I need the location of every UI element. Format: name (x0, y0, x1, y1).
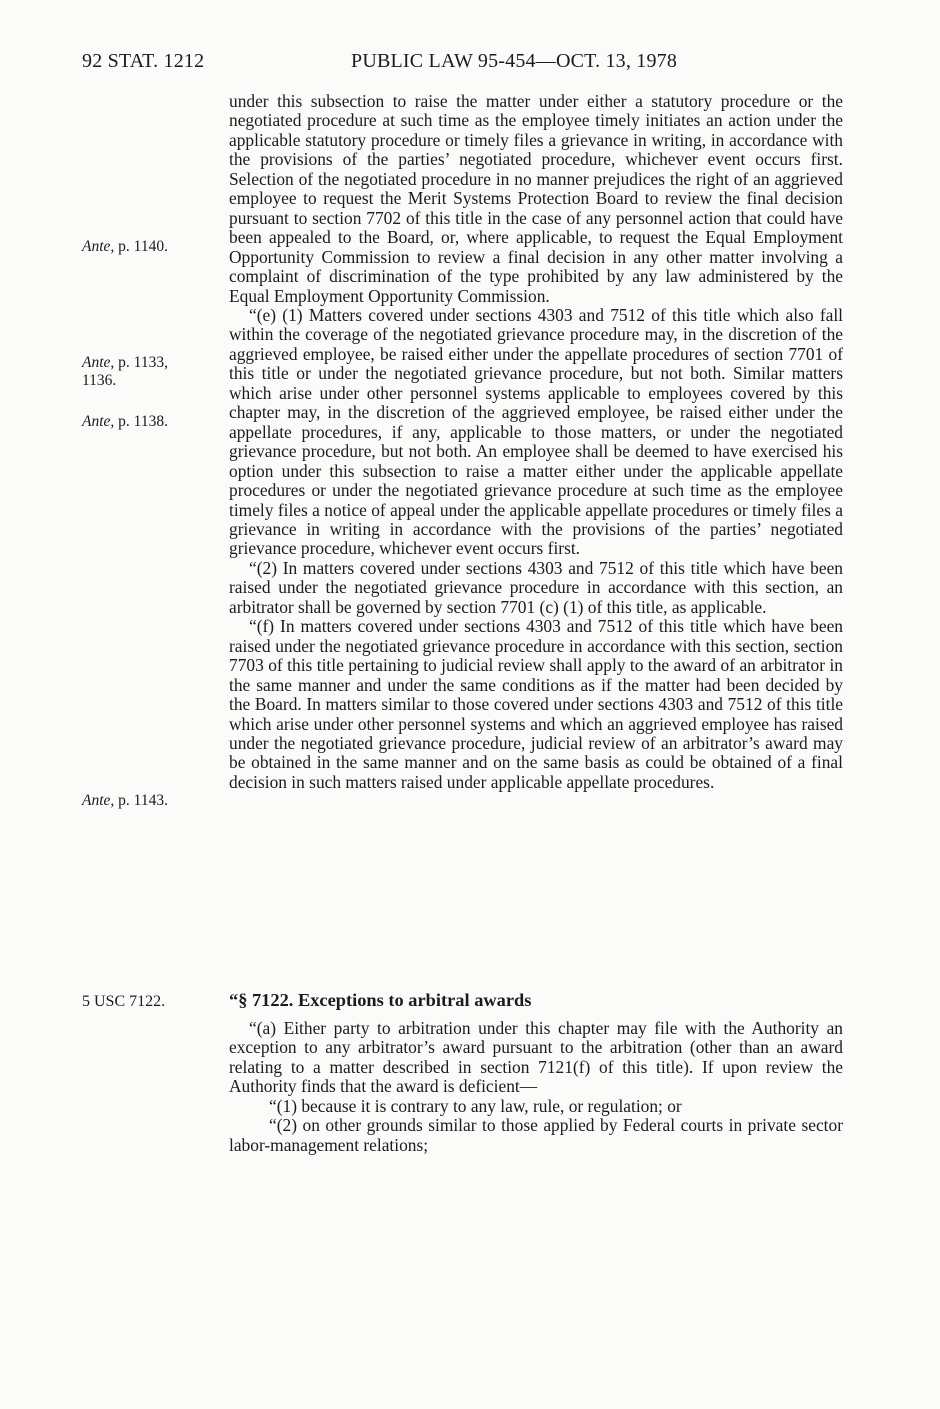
margin-note-page-cont: 1136. (82, 372, 117, 389)
margin-note-ante-1143 (82, 792, 168, 810)
paragraph-a2: “(2) on other grounds similar to those applied by Federal courts in private sector labor-management relations; (229, 1115, 843, 1155)
paragraph-e2: “(2) In matters covered under sections 4303 and 7512 of this title which have been raised under the negotiated grievance procedure in accordance with this section, an arbitrator shall be governed by section 7701 (c) (1) of this title, as applicable. (229, 557, 843, 617)
paragraph-e1: “(e) (1) Matters covered under sections 4303 and 7512 of this title which also fall within the coverage of the negotiated grievance procedure may, in the discretion of the aggrieved employee, be raised either under the appellate procedures of section 7701 of this title or under the negotiated grievance procedure, but not both. Similar matters which arise under other personnel systems applicable to employees covered by this chapter may, in the discretion of the aggrieved employee, be raised either under the appellate procedures, if any, applicable to those matters, or under the negotiated grievance procedure, but not both. An employee shall be deemed to have exercised his option under this subsection to raise a matter either under the applicable appellate procedures or under the negotiated grievance procedure at such time as the employee timely files a notice of appeal under the applicable appellate procedures or timely files a grievance in writing in accordance with the provisions of the parties’ negotiated grievance procedure, whichever event occurs first. (229, 304, 843, 559)
margin-note-ante-1133 (82, 354, 168, 390)
margin-note-page: p. 1143. (114, 792, 168, 809)
margin-note-ante: Ante, (82, 238, 115, 255)
margin-note-page: p. 1140. (114, 238, 168, 255)
margin-note-ante-1140 (82, 238, 168, 256)
page-reference: 92 STAT. 1212 (82, 50, 205, 72)
paragraph-a: “(a) Either party to arbitration under this chapter may file with the Authority an exception to any arbitrator’s award pursuant to the arbitration (other than an award relating to a matter described in section 7121(f) of this title). If upon review the Authority finds that the award is deficient— (229, 1018, 843, 1097)
statute-body (229, 92, 843, 792)
margin-note-ante: Ante, (82, 354, 115, 371)
section-heading: “§ 7122. Exceptions to arbitral awards (229, 990, 532, 1010)
paragraph-continued: under this subsection to raise the matter under either a statutory procedure or the negotiated procedure at such time as the employee timely initiates an action under the applicable statutory procedure or timely files a grievance in writing, in accordance with the provisions of the parties’ negotiated procedure, whichever event occurs first. Selection of the negotiated procedure in no manner prejudices the right of an aggrieved employee to request the Merit Systems Protection Board to review the final decision pursuant to section 7702 of this title in the case of any personnel action that could have been appealed to the Board, or, where applicable, to request the Equal Employment Opportunity Commission to review a final decision in any other matter involving a complaint of discrimination of the type prohibited by any law administered by the Equal Employment Opportunity Commission. (229, 91, 843, 306)
paragraph-a1: “(1) because it is contrary to any law, rule, or regulation; or (269, 1095, 682, 1116)
margin-note-ante: Ante, (82, 792, 115, 809)
paragraph-f: “(f) In matters covered under sections 4303 and 7512 of this title which have been raised under the negotiated grievance procedure in accordance with this section, section 7703 of this title pertaining to judicial review shall apply to the award of an arbitrator in the same manner and under the same conditions as if the matter had been decided by the Board. In matters similar to those covered under sections 4303 and 7512 of this title which arise under other personnel systems and which an aggrieved employee has raised under the negotiated grievance procedure, judicial review of an arbitrator’s award may be obtained in the same manner and on the same basis as could be obtained of a final decision in such matters raised under applicable appellate procedures. (229, 616, 843, 792)
section-body (229, 1019, 843, 1155)
margin-note-usc: 5 USC 7122. (82, 993, 166, 1010)
margin-note-page: p. 1133, (114, 354, 168, 371)
margin-note-ante-1138 (82, 413, 168, 431)
running-head: PUBLIC LAW 95-454—OCT. 13, 1978 (351, 50, 678, 72)
margin-note-page: p. 1138. (114, 413, 168, 430)
margin-note-ante: Ante, (82, 413, 115, 430)
